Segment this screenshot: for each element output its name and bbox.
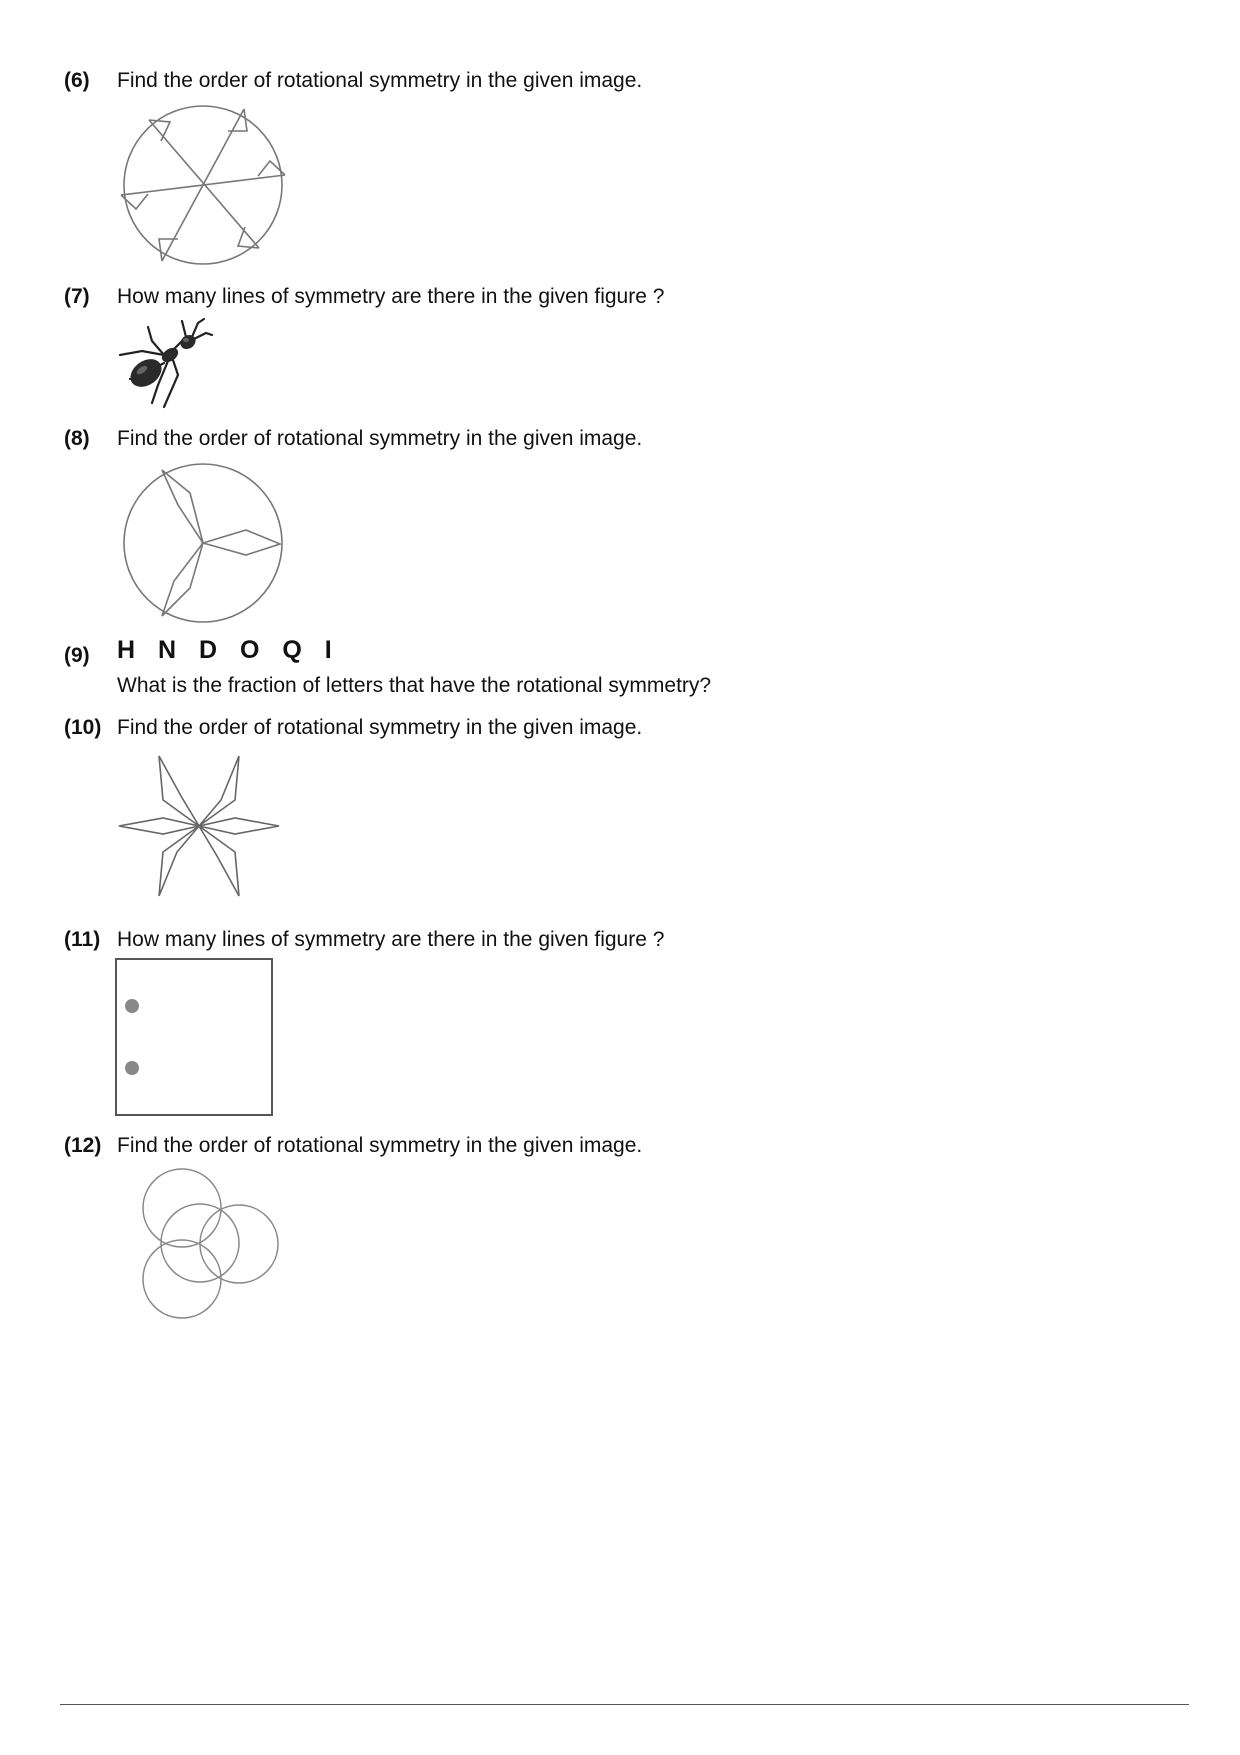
question-number: (9)	[64, 644, 90, 667]
question-number: (7)	[64, 285, 90, 308]
question-number: (12)	[64, 1134, 102, 1157]
square-with-two-dots-figure	[114, 957, 274, 1117]
question-number: (8)	[64, 427, 90, 450]
four-overlapping-circles-figure	[138, 1165, 288, 1320]
circle-with-six-flags-figure	[118, 100, 288, 270]
question-text: How many lines of symmetry are there in the given figure ?	[117, 928, 665, 951]
question-number: (10)	[64, 716, 102, 739]
question-text: What is the fraction of letters that have the rotational symmetry?	[117, 674, 712, 697]
question-text: Find the order of rotational symmetry in the given image.	[117, 1134, 643, 1157]
question-number: (6)	[64, 69, 90, 92]
footer-divider	[60, 1704, 1189, 1705]
letters-set: H N D O Q I	[117, 636, 340, 664]
question-text: Find the order of rotational symmetry in the given image.	[117, 69, 643, 92]
ant-figure	[112, 315, 217, 415]
six-kite-star-figure	[118, 752, 288, 902]
question-text: How many lines of symmetry are there in the given figure ?	[117, 285, 665, 308]
question-text: Find the order of rotational symmetry in the given image.	[117, 716, 643, 739]
question-text: Find the order of rotational symmetry in the given image.	[117, 427, 643, 450]
circle-with-three-rhombuses-figure	[118, 458, 288, 628]
question-number: (11)	[64, 928, 101, 951]
